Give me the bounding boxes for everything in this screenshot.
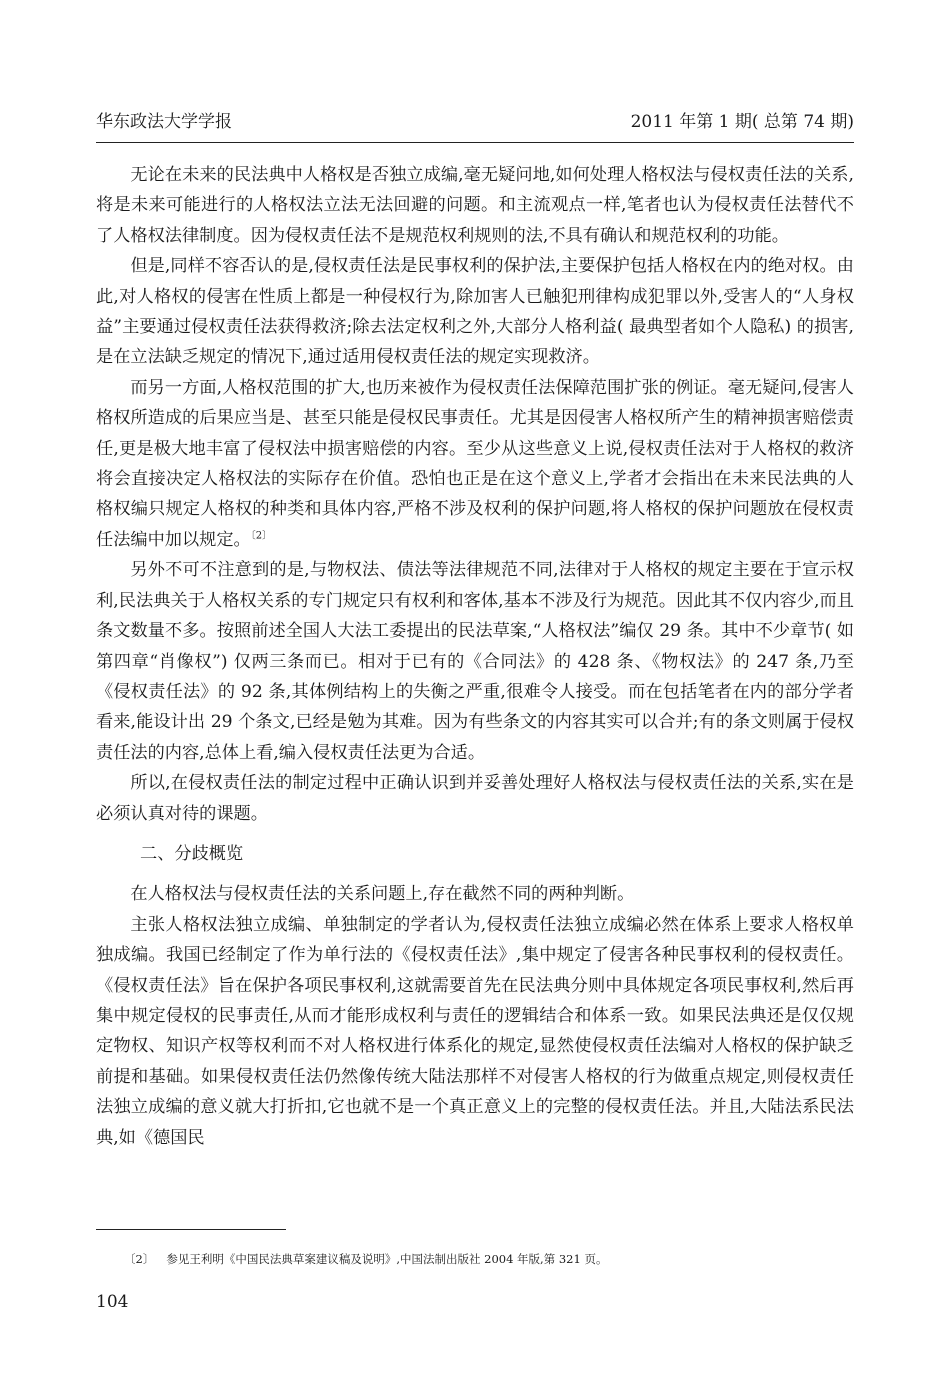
footnote-number: 〔2〕: [124, 1252, 155, 1266]
footnote-rule: [96, 1229, 286, 1230]
running-header: [96, 110, 854, 134]
footnote: [124, 1250, 854, 1268]
section-paragraph-1: 在人格权法与侵权责任法的关系问题上,存在截然不同的两种判断。: [130, 884, 635, 905]
paragraph-2: 但是,同样不容否认的是,侵权责任法是民事权利的保护法,主要保护包括人格权在内的绝对权。由此,对人格权的侵害在性质上都是一种侵权行为,除加害人已触犯刑律构成犯罪以外,受害人的“人身权益”主要通过侵权责任法获得救济;除去法定权利之外,大部分人格利益( 最典型者如个人隐私) 的损害,是在立法缺乏规定的情况下,通过适用侵权责任法的规定实现救济。: [96, 256, 854, 368]
journal-title: 华东政法大学学报: [96, 112, 232, 132]
header-rule: [96, 142, 854, 143]
paragraph-4: 另外不可不注意到的是,与物权法、债法等法律规范不同,法律对于人格权的规定主要在于宣示权利,民法典关于人格权关系的专门规定只有权利和客体,基本不涉及行为规范。因此其不仅内容少,而且条文数量不多。按照前述全国人大法工委提出的民法草案,“人格权法”编仅 29 条。其中不少章节( 如第四章“肖像权”) 仅两三条而已。相对于已有的《合同法》的 428 条、《物权法》的 247 条,乃至《侵权责任法》的 92 条,其体例结构上的失衡之严重,很难令人接受。而在包括笔者在内的部分学者看来,能设计出 29 个条文,已经是勉为其难。因为有些条文的内容其实可以合并;有的条文则属于侵权责任法的内容,总体上看,编入侵权责任法更为合适。: [96, 560, 854, 763]
paragraph-5: 所以,在侵权责任法的制定过程中正确认识到并妥善处理好人格权法与侵权责任法的关系,实在是必须认真对待的课题。: [96, 773, 854, 824]
paragraph-1: 无论在未来的民法典中人格权是否独立成编,毫无疑问地,如何处理人格权法与侵权责任法的关系,将是未来可能进行的人格权法立法无法回避的问题。和主流观点一样,笔者也认为侵权责任法替代不了人格权法律制度。因为侵权责任法不是规范权利规则的法,不具有确认和规范权利的功能。: [96, 165, 854, 246]
issue-info: 2011 年第 1 期( 总第 74 期): [630, 112, 854, 132]
footnote-text: 参见王利明《中国民法典草案建议稿及说明》,中国法制出版社 2004 年版,第 321 页。: [166, 1252, 608, 1266]
paragraph-3-text: 而另一方面,人格权范围的扩大,也历来被作为侵权责任法保障范围扩张的例证。毫无疑问,侵害人格权所造成的后果应当是、甚至只能是侵权民事责任。尤其是因侵害人格权所产生的精神损害赔偿责任,更是极大地丰富了侵权法中损害赔偿的内容。至少从这些意义上说,侵权责任法对于人格权的救济将会直接决定人格权法的实际存在价值。恐怕也正是在这个意义上,学者才会指出在未来民法典的人格权编只规定人格权的种类和具体内容,严格不涉及权利的保护问题,将人格权的保护问题放在侵权责任法编中加以规定。: [96, 377, 854, 550]
section-paragraph-2: 主张人格权法独立成编、单独制定的学者认为,侵权责任法独立成编必然在体系上要求人格权单独成编。我国已经制定了作为单行法的《侵权责任法》,集中规定了侵害各种民事权利的侵权责任。《侵权责任法》旨在保护各项民事权利,这就需要首先在民法典分则中具体规定各项民事权利,然后再集中规定侵权的民事责任,从而才能形成权利与责任的逻辑结合和体系一致。如果民法典还是仅仅规定物权、知识产权等权利而不对人格权进行体系化的规定,显然使侵权责任法编对人格权的保护缺乏前提和基础。如果侵权责任法仍然像传统大陆法那样不对侵害人格权的行为做重点规定,则侵权责任法独立成编的意义就大打折扣,它也就不是一个真正意义上的完整的侵权责任法。并且,大陆法系民法典,如《德国民: [96, 914, 854, 1148]
page-number: 104: [96, 1292, 129, 1312]
paragraph-3: [96, 373, 854, 555]
main-text: [96, 160, 854, 1153]
section-heading: 二、分歧概览: [140, 843, 244, 864]
footnote-reference: 〔2〕: [250, 530, 273, 542]
